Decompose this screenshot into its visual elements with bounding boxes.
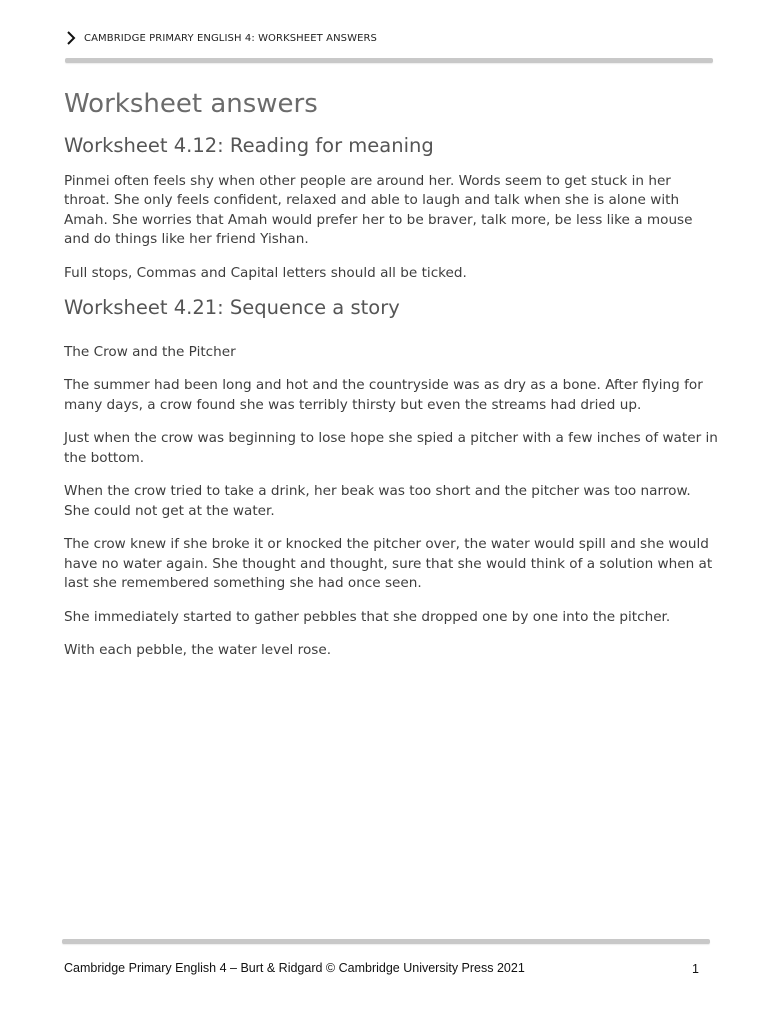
- page-number: 1: [692, 962, 699, 976]
- paragraph: Pinmei often feels shy when other people are around her. Words seem to get stuck in her throat. She only feels confident, relaxed and able to laugh and talk when she is alone with Amah. She worries that Amah would prefer her to be braver, talk more, be less like a mouse and do things like her friend Yishan.: [64, 172, 693, 248]
- paragraph: With each pebble, the water level rose.: [64, 642, 332, 659]
- header-divider: [65, 58, 713, 63]
- paragraph: She immediately started to gather pebbles that she dropped one by one into the pitcher.: [64, 608, 671, 625]
- paragraph: Full stops, Commas and Capital letters should all be ticked.: [64, 264, 467, 281]
- paragraph: When the crow tried to take a drink, her beak was too short and the pitcher was too narrow. She could not get at the water.: [64, 483, 691, 519]
- main-content: [64, 88, 718, 661]
- running-header: [64, 27, 714, 49]
- story-title: The Crow and the Pitcher: [64, 343, 236, 360]
- paragraph: The summer had been long and hot and the countryside was as dry as a bone. After flying for many days, a crow found she was terribly thirsty but even the streams had dried up.: [64, 377, 703, 413]
- paragraph: Just when the crow was beginning to lose hope she spied a pitcher with a few inches of water in the bottom.: [64, 430, 718, 466]
- footer-divider: [62, 939, 710, 944]
- footer-citation: Cambridge Primary English 4 – Burt & Ridgard © Cambridge University Press 2021: [64, 961, 525, 975]
- header-title: CAMBRIDGE PRIMARY ENGLISH 4: WORKSHEET ANSWERS: [84, 32, 377, 44]
- section-heading-reading-for-meaning: Worksheet 4.12: Reading for meaning: [64, 133, 434, 157]
- paragraph: The crow knew if she broke it or knocked the pitcher over, the water would spill and she would have no water again. She thought and thought, sure that she would think of a solution when at last she remembered something she had once seen.: [64, 536, 713, 592]
- page-title: Worksheet answers: [64, 89, 318, 119]
- chevron-right-icon: [64, 29, 78, 47]
- section-heading-sequence-a-story: Worksheet 4.21: Sequence a story: [64, 296, 400, 320]
